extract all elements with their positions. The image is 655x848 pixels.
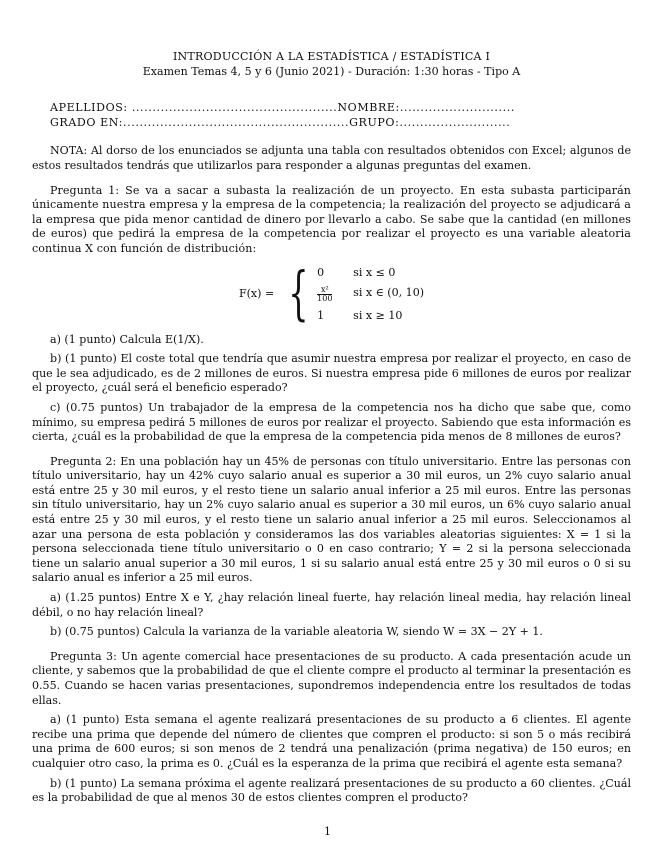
q2-part-b: b) (0.75 puntos) Calcula la varianza de la variable aleatoria W, siendo W = 3X − 2Y + 1.	[50, 625, 543, 639]
q3-part-b: b) (1 punto) La semana próxima el agente realizará presentaciones de su producto a 60 clientes. ¿Cuál es la probabilidad de que al menos 30 de estos clientes compren el producto?	[32, 776, 631, 805]
distribution-function	[32, 258, 631, 327]
formula-case: 0 si x ≤ 0	[317, 265, 396, 279]
formula-lhs: F(x) =	[238, 287, 275, 301]
q2-part-a: a) (1.25 puntos) Entre X e Y, ¿hay relación lineal fuerte, hay relación lineal media, hay relación lineal débil, o no hay relación lineal?	[32, 591, 631, 619]
q2-intro: Pregunta 2: En una población hay un 45% de personas con título universitario. Entre las personas con título universitario, hay un 42% cuyo salario anual es superior a 30 mil euros, un 2% cuyo salario anual está entre 25 y 30 mil euros, y el resto tiene un salario anual inferior a 25 mil euros. Entre las personas sin título universitario, hay un 2% cuyo salario anual es superior a 30 mil euros, un 6% cuyo salario anual está entre 25 y 30 mil euros, y el resto tiene un salario anual inferior a 25 mil euros. Seleccionamos al azar una persona de esta población y consideramos las dos variables aleatorias siguientes: X = 1 si la persona seleccionada tiene título universitario o 0 en caso contrario; Y = 2 si la persona seleccionada tiene un salario anual superior a 30 mil euros, 1 si su salario anual está entre 25 y 30 mil euros o 0 si su salario anual es inferior a 25 mil euros.	[32, 454, 631, 585]
q1-part-a: a) (1 punto) Calcula E(1/X).	[50, 332, 204, 346]
page-number: 1	[323, 825, 332, 838]
formula-cases	[317, 266, 424, 324]
q1-part-b: b) (1 punto) El coste total que tendría que asumir nuestra empresa por realizar el proyecto, en caso de que le sea adjudicado, es de 2 millones de euros. Si nuestra empresa pide 6 millones de euros por realizar el proyecto, ¿cuál será el beneficio esperado?	[32, 352, 631, 395]
exam-title: INTRODUCCIÓN A LA ESTADÍSTICA / ESTADÍSTICA I	[172, 50, 491, 63]
exam-note: NOTA: Al dorso de los enunciados se adjunta una tabla con resultados obtenidos con Excel; algunos de estos resultados tendrás que utilizarlos para responder a algunas preguntas del examen.	[32, 144, 631, 172]
name-fields-row: APELLIDOS: ..................................................NOMBRE:............................	[50, 101, 515, 115]
brace-symbol: {	[288, 258, 309, 327]
exam-subtitle: Examen Temas 4, 5 y 6 (Junio 2021) - Duración: 1:30 horas - Tipo A	[142, 64, 521, 78]
degree-group-fields-row: GRADO EN:.......................................................GRUPO:...........................	[50, 115, 511, 129]
q3-intro: Pregunta 3: Un agente comercial hace presentaciones de su producto. A cada presentación acude un cliente, y sabemos que la probabilidad de que el cliente compre el producto al terminar la presentación es 0.55. Cuando se hacen varias presentaciones, supondremos independencia entre los resultados de todas ellas.	[32, 649, 631, 707]
formula-case: 1 si x ≥ 10	[317, 308, 403, 322]
q1-intro: Pregunta 1: Se va a sacar a subasta la realización de un proyecto. En esta subasta participarán únicamente nuestra empresa y la empresa de la competencia; la realización del proyecto se adjudicará a la empresa que pida menor cantidad de dinero por llevarlo a cabo. Se sabe que la cantidad (en millones de euros) que pedirá la empresa de la competencia por realizar el proyecto es una variable aleatoria continua X con función de distribución:	[32, 183, 631, 255]
q1-part-c: c) (0.75 puntos) Un trabajador de la empresa de la competencia nos ha dicho que sabe que, como mínimo, su empresa pedirá 5 millones de euros por realizar el proyecto. Sabiendo que esta información es cierta, ¿cuál es la probabilidad de que la empresa de la competencia pida menos de 8 millones de euros?	[32, 400, 631, 444]
formula-case: $\frac{\text{x²}}{100}$ si x ∈ (0, 10)	[317, 285, 425, 304]
q3-part-a: a) (1 punto) Esta semana el agente realizará presentaciones de su producto a 6 clientes. El agente recibe una prima que depende del número de clientes que compren el producto: si son 5 o más recibirá una prima de 600 euros; si son menos de 2 tendrá una penalización (prima negativa) de 150 euros; en cualquier otro caso, la prima es 0. ¿Cuál es la esperanza de la prima que recibirá el agente esta semana?	[32, 713, 631, 770]
fraction: $\frac{\text{x²}}{100}$	[317, 285, 333, 304]
